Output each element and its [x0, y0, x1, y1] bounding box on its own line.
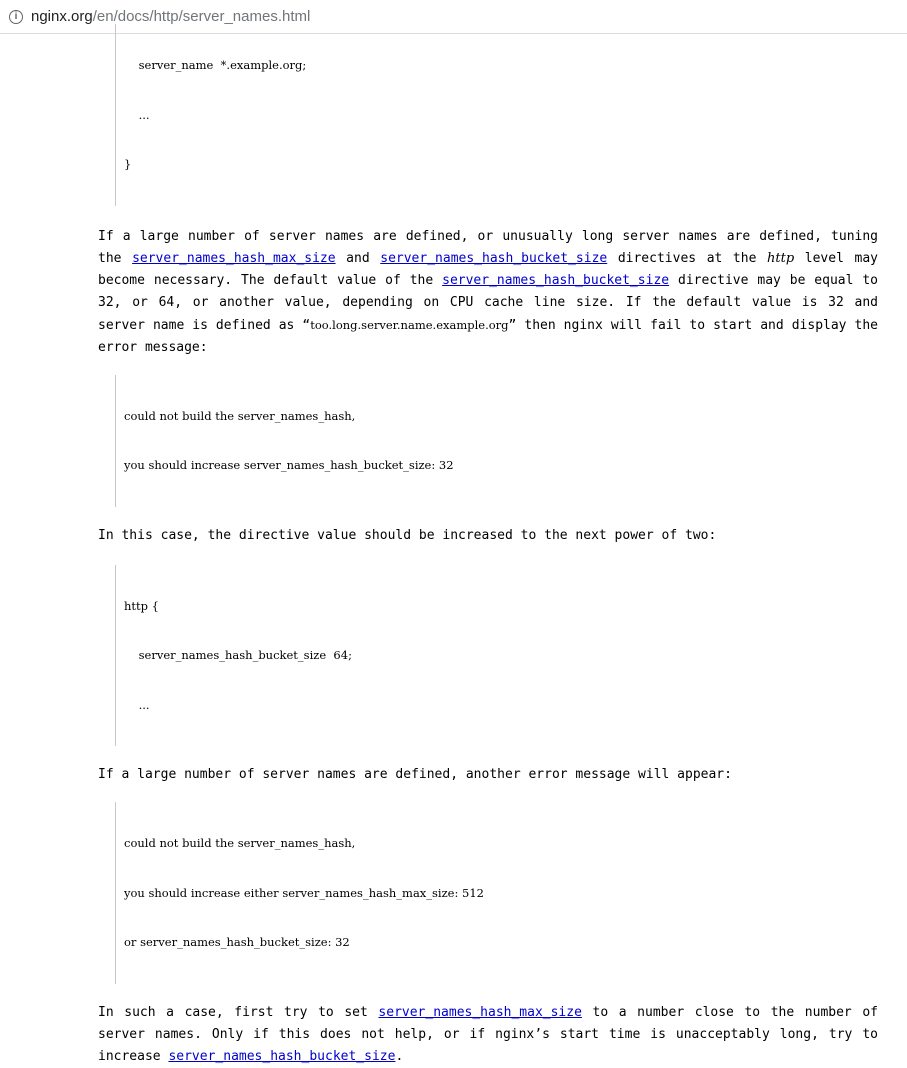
- link-server-names-hash-bucket-size[interactable]: server_names_hash_bucket_size: [168, 1048, 396, 1064]
- url-host: nginx.org: [31, 8, 93, 25]
- text: directive may be equal to 32, or 64, or another value, depending on CPU cache line size. If the default value is 32 and server name is defined as “: [98, 272, 879, 333]
- code-line: or server_names_hash_bucket_size: 32: [124, 935, 350, 949]
- code-line: ...: [124, 697, 150, 712]
- code-line: server_name *.example.org;: [124, 58, 307, 72]
- code-line: you should increase either server_names_hash_max_size: 512: [124, 885, 484, 900]
- code-block-top: [115, 24, 878, 206]
- code-line: could not build the server_names_hash,: [124, 408, 356, 423]
- code-block-error-1: [115, 375, 878, 507]
- code-line: http {: [124, 598, 159, 613]
- code-block-http: [115, 565, 878, 747]
- text: If a large number of server names are defined, or unusually long server names are defined, tuning the: [98, 228, 878, 266]
- info-icon[interactable]: i: [9, 10, 23, 24]
- url-path: /en/docs/http/server_names.html: [92, 8, 311, 25]
- text: to a number close to the number of server names. Only if this does not help, or if nginx’s start time is unacceptably long, try to increase: [98, 1004, 878, 1064]
- link-server-names-hash-bucket-size[interactable]: server_names_hash_bucket_size: [380, 250, 608, 266]
- emphasis-http: http: [767, 250, 795, 266]
- paragraph-such-case: [98, 1002, 878, 1068]
- text: In such a case, first try to set: [98, 1004, 379, 1020]
- text: level may become necessary. The default value of the: [98, 250, 878, 288]
- link-server-names-hash-max-size[interactable]: server_names_hash_max_size: [378, 1004, 582, 1020]
- article: [98, 24, 878, 1068]
- link-server-names-hash-max-size[interactable]: server_names_hash_max_size: [132, 250, 336, 266]
- url-text[interactable]: [31, 8, 310, 25]
- text: ” then nginx will fail to start and display the error message:: [98, 317, 878, 355]
- code-line: server_names_hash_bucket_size 64;: [124, 648, 352, 662]
- paragraph-tuning: [98, 226, 878, 359]
- code-block-error-2: [115, 802, 878, 984]
- text: and: [335, 250, 381, 266]
- text: directives at the: [607, 250, 768, 266]
- link-server-names-hash-bucket-size[interactable]: server_names_hash_bucket_size: [442, 272, 670, 288]
- code-line: }: [124, 157, 132, 171]
- code-line: ...: [124, 107, 150, 122]
- code-line: you should increase server_names_hash_bucket_size: 32: [124, 458, 454, 472]
- inline-code: too.long.server.name.example.org: [310, 317, 509, 332]
- paragraph-power-of-two: In this case, the directive value should be increased to the next power of two:: [98, 527, 717, 543]
- code-line: could not build the server_names_hash,: [124, 836, 356, 850]
- paragraph-another-error: If a large number of server names are defined, another error message will appear:: [98, 767, 732, 782]
- text: .: [395, 1048, 404, 1064]
- page-content: [0, 34, 907, 1064]
